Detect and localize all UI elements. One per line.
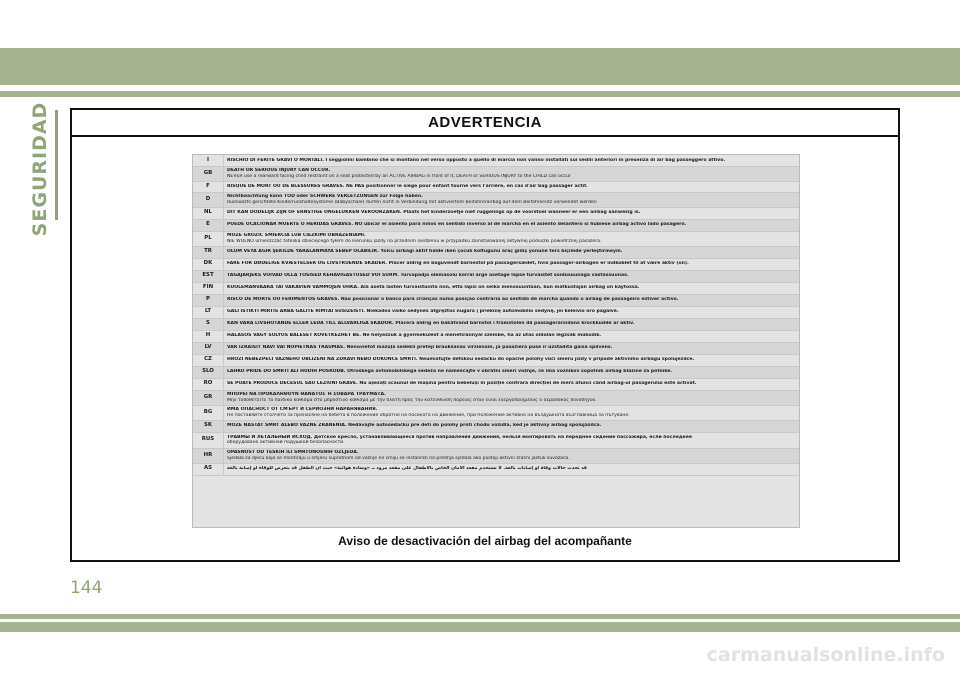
bottom-rule: [0, 614, 960, 619]
label-row: [193, 231, 799, 246]
warning-text: [224, 294, 800, 306]
language-code: FIN: [193, 282, 224, 294]
language-code: RO: [193, 378, 224, 390]
warning-text: [224, 342, 800, 354]
label-row: [193, 219, 799, 231]
language-code: P: [193, 294, 224, 306]
warning-text: [224, 258, 800, 270]
language-code: SLO: [193, 366, 224, 378]
warning-text-line: TAGAJÄRJEKS VÕIVAD OLLA TÕSISED KEHAVIGASTUSED VÕI SURM. Turvapadja olemasolu korral ärge asetage lapse turvaistet sõidusuunaga vastassuunas.: [227, 273, 629, 279]
language-code: RUS: [193, 432, 224, 448]
language-code: DK: [193, 258, 224, 270]
warning-text-line: DIT KAN DODELIJK ZIJN OF ERNSTIGE ONGELUKKEN VEROORZAKEN. Plaats het kinderzoetje niet ruggelings op de voorstoel wanneer er een airbag aanwezig is.: [227, 210, 641, 216]
top-color-band: [0, 48, 960, 85]
bottom-color-band: [0, 622, 960, 632]
label-row: [193, 192, 799, 207]
language-code: LV: [193, 342, 224, 354]
airbag-warning-label: [192, 154, 800, 528]
warning-text: [224, 432, 800, 448]
section-tab[interactable]: [26, 101, 54, 237]
warning-text: [224, 405, 800, 420]
label-row: [193, 366, 799, 378]
label-row: [193, 318, 799, 330]
warning-text-line: MÔŽE NASTAŤ SMRŤ ALEBO VÁŽNE ZRANENIA. Nedávajte autosedačku pre deti do polohy proti chodu vozidla, keď je aktívny airbag spolujazdca.: [227, 423, 602, 429]
language-code: S: [193, 318, 224, 330]
warning-text-line: DEATH OR SERIOUS INJURY CAN OCCUR.: [227, 168, 331, 174]
warning-text-line: ТРАВМЫ И ЛЕТАЛЬНЫЙ ИСХОД. Детское кресло, устанавливающееся против направления движения, нельзя монтировать на переднее сидение пассажира, если последнее: [227, 434, 692, 440]
label-row: [193, 306, 799, 318]
warning-text-line: HALÁSOS VAGY SÚLYOS BALESET KÖVETKEZHET BE. Ne helyezzük a gyermekülést a menetiránnyal szembe, ha az utas oldalán légzsák működik.: [227, 333, 602, 339]
label-row: [193, 207, 799, 219]
label-row: [193, 246, 799, 258]
warning-text: [224, 390, 800, 405]
warning-text-line: Sjedala za djecu koja se montiraju u smjeru suprotnom od vožnje ne smiju se instalirati na prednja sjedala ako postoji aktivni zračni jastuk suvozača.: [227, 455, 570, 461]
label-row: [193, 258, 799, 270]
label-row: [193, 378, 799, 390]
warning-text-line: KUOLEMANVAARA TAI VAKAVIEN VAMMOJEN UHKA. Älä aseta lasten turvaistuinta niin, että lapsi on selkä menosuuntaan, kun matkustajan airbag on käytössä.: [227, 285, 640, 291]
section-tab-rule: [55, 110, 58, 220]
language-code: AS: [193, 463, 224, 475]
label-row: [193, 294, 799, 306]
warning-text-line: оборудовано активной подушкой безопасности.: [227, 440, 345, 445]
warning-text-line: قد تحدث حالات وفاة أو إصابات بالغة. لا تستخدم مقعد الأمان الخاص بالأطفال على مقعد مزود بـ «وسادة هوائية» حيث أن الطفل قد يتعرض للوفاة أو إصابة بالغة: [227, 466, 587, 472]
warning-text: [224, 246, 800, 258]
warning-text: [224, 155, 800, 166]
warning-text: [224, 207, 800, 219]
warning-text-line: ΜΠΟΡΕΙ ΝΑ ΠΡΟΚΑΛΗΘΟΥΝ ΘΑΝΑΤΟΣ Ή ΣΟΒΑΡΑ ΤΡΑΥΜΑΤΑ.: [227, 392, 386, 398]
warning-text: [224, 448, 800, 463]
warning-text-line: NEVER use a rearward facing child restraint on a seat protected by an ACTIVE AIRBAG in front of it, DEATH or SERIOUS INJURY to the CHILD can occur: [227, 173, 571, 179]
warning-text: [224, 219, 800, 231]
warning-text-line: RISQUE DE MORT OU DE BLESSURES GRAVES. NE PAS positionner le siège pour enfant tourné vers l'arrière, en cas d'air bag passager actif.: [227, 183, 588, 189]
language-code: TR: [193, 246, 224, 258]
warning-text-line: FARE FOR DØDELIGE KVÆSTELSER OG LIVSTRUENDE SKADER. Placer aldrig en baguvendt barnestol på passagersædet, hvis passager-airbagen er indkoblet til at være aktiv (on).: [227, 261, 689, 267]
language-code: F: [193, 181, 224, 192]
language-code: NL: [193, 207, 224, 219]
language-code: LT: [193, 306, 224, 318]
warning-text-line: Не поставяйте столчето за пренасяне на бебета в положение обратно на посоката на движение, при положение активно на въздушната възглавница за пътуване.: [227, 412, 630, 418]
warning-text: [224, 354, 800, 366]
warning-text: [224, 306, 800, 318]
warning-text: [224, 463, 800, 475]
label-row: [193, 166, 799, 181]
language-code: GR: [193, 390, 224, 405]
warning-text: [224, 282, 800, 294]
warning-text: [224, 192, 800, 207]
warning-text-line: NIE WOLNO umieszczać fotelika dziecięcego tyłem do kierunku jazdy na przednim siedzeniu w przypadku zainstalowanej aktywnej poduszki powietrznej pasażera.: [227, 238, 602, 244]
label-row: [193, 448, 799, 463]
warning-text: [224, 330, 800, 342]
watermark: carmanualsonline.info: [706, 644, 945, 666]
label-row: [193, 354, 799, 366]
warning-text: [224, 166, 800, 181]
label-row: [193, 270, 799, 282]
warning-text-line: MOŻE GROZIĆ ŚMIERCIA LUB CIEŻKIMI OBRAŻENIAMI.: [227, 233, 366, 239]
language-code: HR: [193, 448, 224, 463]
warning-text-line: RISCO DE MORTE OU FERIMENTOS GRAVES. Não posicionar o banco para crianças numa posição contrária ao sentido de marcha quando o airbag de passageiro estiver activo.: [227, 297, 679, 303]
language-code: H: [193, 330, 224, 342]
warning-text: [224, 366, 800, 378]
label-row: [193, 342, 799, 354]
warning-text-line: LAHKO PRIDE DO SMRTI ALI HUDIH POŠKODB. Otroškega avtomobilskega sedeža ne nameščajte v obratni smeri vožnje, če ima voznikov sopotnik airbag blazine za potnike.: [227, 369, 673, 375]
label-row: [193, 390, 799, 405]
warning-text-line: ÖLÜM VEYA AĞIR ŞEKİLDE YARALANMAYA SEBEP OLABİLİR. Yolcu airbagi aktif halde iken çocuk koltuğunu araç gidiş yönüne ters biçimde yerleştirmeyin.: [227, 249, 623, 255]
label-row: [193, 181, 799, 192]
warning-text-line: KAN VARA LIVSHOTANDE ELLER LEDA TILL ALLVARLIGA SKADOR. Placera aldrig en bakåtvänd barnstol i framstolen då passagerarsidans krockkudde är aktiv.: [227, 321, 635, 327]
warning-text: [224, 420, 800, 432]
warning-text-line: SE POATE PRODUCE DECESUL SAU LEZIUNI GRAVE. Nu așezați scaunul de mașină pentru bebeluși în poziție contrară direcției de mers atunci când airbag-ul pasagerului este activat.: [227, 381, 697, 387]
warning-text-line: OPASNOST OD TEŠKIH ILI SMRTONOSNIH OZLJEDA.: [227, 450, 359, 456]
label-row: [193, 155, 799, 166]
label-row: [193, 330, 799, 342]
section-tab-label: SEGURIDAD: [29, 101, 51, 237]
warning-text-line: GALI IŠTIKTI MIRTIS ARBA GALITE RIMTAI SUSIŽEISTI. Niekados vaiko sėdynės atgręžtos nugara į priekinę automobilio sėdynę, jei keleivio oro pagalvė.: [227, 309, 619, 315]
label-row: [193, 282, 799, 294]
label-row: [193, 405, 799, 420]
language-code: PL: [193, 231, 224, 246]
language-code: BG: [193, 405, 224, 420]
warning-title: ADVERTENCIA: [72, 110, 898, 137]
figure-caption: Aviso de desactivación del airbag del acompañante: [338, 534, 632, 548]
warning-box: [70, 108, 900, 562]
language-code: EST: [193, 270, 224, 282]
language-code: CZ: [193, 354, 224, 366]
page-number: 144: [70, 578, 103, 598]
warning-text: [224, 318, 800, 330]
top-rule: [0, 91, 960, 97]
warning-text-line: Μην τοποθετείτε το παιδικό κάθισμα στο μπροστινό κάθισμα με την πλάτη προς την κατεύθυνση πορείας όταν είναι ενεργοποιημένος ο αερόσακος συνοδηγού.: [227, 397, 597, 403]
language-code: I: [193, 155, 224, 166]
warning-text-line: Nichtbeachtung kann TOD oder SCHWERE VERLETZUNGEN zur Folge haben.: [227, 194, 423, 200]
language-code: SK: [193, 420, 224, 432]
warning-text-line: PUEDE OCACIONAR MUERTE O HERIDAS GRAVES. NO ubicar el asiento para niños en sentido inverso al de marcha en el asiento delantero si hubiese airbag activo lado pasagero.: [227, 222, 687, 228]
warning-text-line: RISCHIO DI FERITE GRAVI O MORTALI. I seggiolini bambino che si montano nel verso opposto a quello di marcia non vanno installati sui sedili anteriori in presenza di air bag passeggero attivo.: [227, 157, 726, 163]
warning-text-line: Rückwärts gerichtete Kinderrückhaltesysteme (Babyschale) dürfen nicht in Verbindung mit aktiviertem Beifahrerairbag auf dem Beifahrersitz verwendet werden: [227, 199, 597, 205]
warning-label-table: [193, 155, 799, 476]
warning-text: [224, 378, 800, 390]
warning-text-line: HROZÍ NEBEZPEČÍ VÁŽNÉHO UBLÍŽENÍ NA ZDRAVÍ NEBO DOKONCE SMRTI. Neumisťujte dětskou sedačku do opačné polohy vůči směru jízdy v případě aktivního airbagu spolujezdce.: [227, 357, 695, 363]
language-code: GB: [193, 166, 224, 181]
warning-text: [224, 181, 800, 192]
language-code: E: [193, 219, 224, 231]
warning-text: [224, 270, 800, 282]
warning-text-line: ИМА ОПАСНОСТ ОТ СМЪРТ И СЕРИОЗНИ НАРАНЯВАНИЯ.: [227, 407, 378, 413]
label-row: [193, 420, 799, 432]
label-row: [193, 432, 799, 448]
language-code: D: [193, 192, 224, 207]
warning-text: [224, 231, 800, 246]
label-row: [193, 463, 799, 475]
warning-text-line: VAR IZRAISĪT NĀVI VAI NOPIETNAS TRAUMAS. Nenovietot mazuļa sēdekli pretēji braukšanas virzienam, ja pasažiera pusē ir uzstādīta gaisa spilvens.: [227, 345, 613, 351]
